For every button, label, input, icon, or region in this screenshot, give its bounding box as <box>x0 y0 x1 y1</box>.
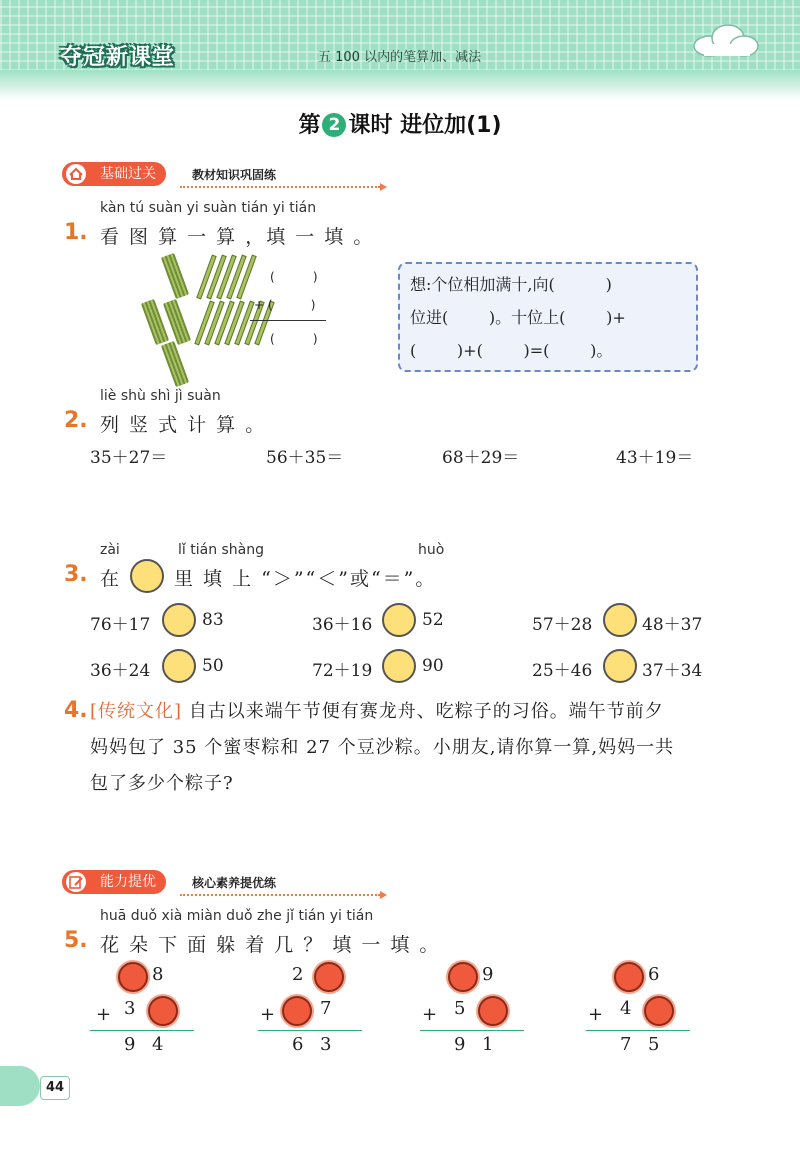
q1-text: 看 图 算 一 算 ，填 一 填 。 <box>100 226 375 248</box>
q1-pinyin: kàn tú suàn yi suàn tián yi tián <box>100 200 317 216</box>
unit-title: 五 100 以内的笔算加、减法 <box>318 50 482 65</box>
q1-blank-2[interactable]: + ( ) <box>254 298 316 312</box>
top-digit: 2 <box>292 964 304 985</box>
q3-text-b: 里 填 上 “＞”“＜”或“＝”。 <box>174 568 437 590</box>
add-digit: 3 <box>124 998 136 1019</box>
plus-sign: + <box>260 1004 276 1025</box>
q3-item-3-left: 57＋28 <box>532 615 593 635</box>
add-digit: 4 <box>620 998 632 1019</box>
q3-item-6-right: 37＋34 <box>642 661 703 681</box>
flower-icon[interactable] <box>644 996 674 1026</box>
brand-logo: 夺冠新课堂 <box>60 45 176 70</box>
flower-icon[interactable] <box>282 996 312 1026</box>
lesson-title <box>0 108 800 139</box>
q5-text: 花 朵 下 面 躲 着 几 ？ 填 一 填 。 <box>100 934 441 956</box>
think-line-3: ( )+( )=( )。 <box>410 341 613 360</box>
top-digit: 6 <box>648 964 660 985</box>
q1-blank-3[interactable]: ( ) <box>270 332 318 346</box>
dotted-divider <box>180 186 380 188</box>
q2-number: 2. <box>64 408 88 433</box>
flower-icon[interactable] <box>448 962 478 992</box>
result-digit: 9 <box>124 1034 136 1055</box>
q3-item-2-right: 52 <box>422 610 444 630</box>
cloud-icon <box>690 22 760 58</box>
sum-line <box>90 1030 194 1031</box>
q1-number: 1. <box>64 220 88 245</box>
q4-number: 4. <box>64 698 88 723</box>
result-digit: 9 <box>454 1034 466 1055</box>
lesson-prefix: 第 <box>298 113 321 138</box>
result-digit: 5 <box>648 1034 660 1055</box>
sum-line <box>258 1030 362 1031</box>
q2-expr-4: 43＋19＝ <box>616 448 694 468</box>
result-digit: 3 <box>320 1034 332 1055</box>
section-subtitle: 核心素养提优练 <box>192 876 277 890</box>
section-label: 基础过关 <box>100 166 156 182</box>
compare-circle-3[interactable] <box>603 603 637 637</box>
arrow-right-icon <box>380 183 387 191</box>
flower-icon[interactable] <box>314 962 344 992</box>
result-digit: 4 <box>152 1034 164 1055</box>
q3-item-3-right: 48＋37 <box>642 615 703 635</box>
section-label: 能力提优 <box>100 874 156 890</box>
q3-item-2-left: 36＋16 <box>312 615 373 635</box>
q5-number: 5. <box>64 928 88 953</box>
pencil-icon <box>66 872 86 892</box>
flower-icon[interactable] <box>478 996 508 1026</box>
q3-pinyin-b: lǐ tián shàng <box>178 542 265 558</box>
home-icon <box>66 164 86 184</box>
compare-circle-2[interactable] <box>382 603 416 637</box>
section-badge-basic <box>62 162 166 186</box>
footer-band <box>0 1066 40 1106</box>
result-digit: 7 <box>620 1034 632 1055</box>
q5-pinyin: huā duǒ xià miàn duǒ zhe jǐ tián yi tián <box>100 908 374 924</box>
sample-circle <box>130 559 164 593</box>
arrow-right-icon <box>380 891 387 899</box>
lesson-suffix: 课时 进位加(1) <box>348 113 502 138</box>
add-digit: 5 <box>454 998 466 1019</box>
think-line-1: 想:个位相加满十,向( ) <box>410 275 612 294</box>
section-badge-ability <box>62 870 166 894</box>
q3-item-1-left: 76＋17 <box>90 615 151 635</box>
think-box <box>398 262 698 372</box>
flower-icon[interactable] <box>614 962 644 992</box>
q2-expr-3: 68＋29＝ <box>442 448 520 468</box>
think-line-2: 位进( )。十位上( )+ <box>410 308 626 327</box>
top-digit: 9 <box>482 964 494 985</box>
flower-problem-1 <box>90 962 200 1062</box>
top-digit: 8 <box>152 964 164 985</box>
q2-expr-2: 56＋35＝ <box>266 448 344 468</box>
plus-sign: + <box>422 1004 438 1025</box>
sum-line <box>586 1030 690 1031</box>
compare-circle-5[interactable] <box>382 649 416 683</box>
q3-pinyin-c: huò <box>418 542 445 558</box>
q3-item-4-left: 36＋24 <box>90 661 151 681</box>
q3-item-5-right: 90 <box>422 656 444 676</box>
dotted-divider <box>180 894 380 896</box>
lesson-number: 2 <box>322 113 346 137</box>
flower-problem-3 <box>420 962 530 1062</box>
q3-item-4-right: 50 <box>202 656 224 676</box>
q3-item-6-left: 25＋46 <box>532 661 593 681</box>
q2-expr-1: 35＋27＝ <box>90 448 168 468</box>
q1-blank-1[interactable]: ( ) <box>270 270 318 284</box>
q2-pinyin: liè shù shì jì suàn <box>100 388 221 404</box>
add-digit: 7 <box>320 998 332 1019</box>
q4-line-2: 妈妈包了 35 个蜜枣粽和 27 个豆沙粽。小朋友,请你算一算,妈妈一共 <box>90 737 675 758</box>
q3-pinyin-a: zài <box>100 542 120 558</box>
section-subtitle: 教材知识巩固练 <box>192 168 277 182</box>
compare-circle-4[interactable] <box>162 649 196 683</box>
plus-sign: + <box>588 1004 604 1025</box>
result-digit: 6 <box>292 1034 304 1055</box>
compare-circle-1[interactable] <box>162 603 196 637</box>
q4-line-1: 自古以来端午节便有赛龙舟、吃粽子的习俗。端午节前夕 <box>188 701 664 722</box>
result-digit: 1 <box>482 1034 494 1055</box>
header-fade <box>0 70 800 100</box>
culture-tag: [传统文化] <box>90 701 183 722</box>
compare-circle-6[interactable] <box>603 649 637 683</box>
flower-icon[interactable] <box>118 962 148 992</box>
q4-paragraph <box>90 694 780 802</box>
sum-line <box>250 320 326 321</box>
q3-item-5-left: 72＋19 <box>312 661 373 681</box>
flower-problem-2 <box>258 962 368 1062</box>
q3-text-a: 在 <box>100 568 122 590</box>
q3-number: 3. <box>64 562 88 587</box>
q3-item-1-right: 83 <box>202 610 224 630</box>
plus-sign: + <box>96 1004 112 1025</box>
flower-problem-4 <box>586 962 696 1062</box>
page-number: 44 <box>40 1076 70 1100</box>
q2-text: 列 竖 式 计 算 。 <box>100 414 267 436</box>
q4-line-3: 包了多少个粽子? <box>90 773 234 794</box>
sum-line <box>420 1030 524 1031</box>
flower-icon[interactable] <box>148 996 178 1026</box>
